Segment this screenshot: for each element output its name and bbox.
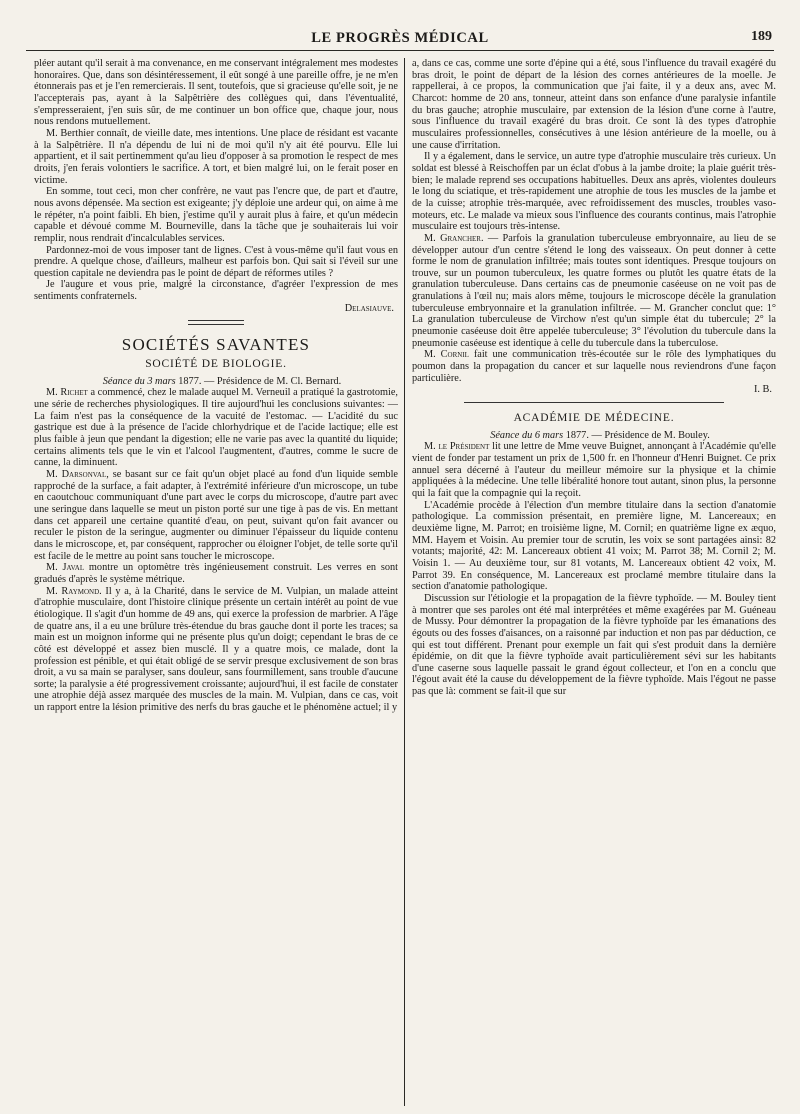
seance-line bbox=[412, 430, 776, 442]
page-header bbox=[26, 24, 774, 51]
communication-paragraph bbox=[412, 593, 776, 698]
speaker-name: M. le Président bbox=[424, 441, 490, 453]
section-title: SOCIÉTÉS SAVANTES bbox=[121, 335, 311, 355]
letter-paragraph: En somme, tout ceci, mon cher confrère, ne vaut pas l'encre que, de part et d'autre, nous avons dépensée. Ma section est exigeante; j'y déploie une ardeur qui, on aime à me le répéter, n'a point faibli. Eh bien, j'estime qu'il y aurait plus à faire, et qu'un médecin capable et dévoué comme M. Bourneville, dans la tâche que je souhaiterais lui voir remplir, nous rendrait d'incalculables services. bbox=[34, 186, 398, 244]
paragraph-text: . Il y a, à la Charité, dans le service de M. Vulpian, un malade atteint d'atrophie musculaire, dont l'histoire clinique présente un certain intérêt au point de vue étiologique. Il s'agit d'un homme de 49 ans, qui exerce la profession de marbrier. A l'âge de quatre ans, il a eu une brûlure très-étendue du bras gauche dont il porte les traces; sa main est un moignon informe qui ne présente plus qu'un doigt; cependant le bras de ce côté est développé et assez bien musclé. Il y a quatre mois, ce malade, dont la profession est pénible, et qui était obligé de se servir presque exclusivement de son bras droit, a vu sa main se paralyser, sans douleur, sans fourmillement, sans trouble d'aucune sorte; la paralysie a été progressivement croissante; aujourd'hui, il est facile de constater une atrophie déjà assez marquée des muscles de la main. M. Vulpian, dans ce cas, voit un rapport entre la lésion primitive des nerfs du bras gauche et le phénomène actuel; il y bbox=[34, 585, 398, 714]
left-column bbox=[34, 58, 398, 1106]
seance-presidence: 1877. — Présidence de M. Bouley. bbox=[563, 429, 710, 441]
column-divider bbox=[404, 58, 405, 1106]
seance-date: Séance du 6 mars bbox=[490, 429, 564, 441]
speaker-name: M. Grancher bbox=[424, 232, 481, 244]
letter-paragraph: M. Berthier connaît, de vieille date, mes intentions. Une place de résidant est vacante à la Salpêtrière. Il n'a dépendu de lui ni de moi qu'il n'y ait été pourvu. Elle lui appartient, et il sait pertinemment qu'au lieu d'opposer à sa promotion le respect de mes droits, j'en ferais volontiers le sacrifice. A tort, et bien malgré lui, on le ferait poser en victime. bbox=[34, 127, 398, 186]
report-initials: I. B. bbox=[753, 384, 772, 396]
communication-paragraph bbox=[34, 469, 398, 562]
communication-paragraph bbox=[412, 151, 776, 233]
communication-paragraph bbox=[412, 349, 776, 384]
seance-date: Séance du 3 mars bbox=[102, 375, 176, 387]
communication-paragraph bbox=[412, 233, 776, 350]
journal-title: LE PROGRÈS MÉDICAL bbox=[311, 30, 489, 46]
paragraph-text: Discussion sur l'étiologie et la propagation de la fièvre typhoïde. — M. Bouley tient à montrer que ses paroles ont été mal interprétées et même exagérées par M. Guéneau de Mussy. Pour démontrer la propagation de la fièvre typhoïde par les émanations des égouts ou des fosses d'aisances, on a raisonné par induction et non pas par déduction, ce qui est tout différent. Prenant pour exemple un fait qui s'est produit dans la dernière épidémie, on dit que la fièvre typhoïde avait particulièrement sévi sur les habitants d'une caserne sous laquelle passait le grand égout collecteur, et l'on en a conclu que l'égout avait été la cause du développement de la fièvre typhoïde. Mais l'égout ne passe pas que là: comment se fait-il que sur bbox=[412, 592, 776, 698]
communication-paragraph bbox=[412, 500, 776, 593]
speaker-name: M. Raymond bbox=[46, 585, 100, 597]
seance-presidence: 1877. — Présidence de M. Cl. Bernard. bbox=[175, 375, 342, 387]
academy-title: ACADÉMIE DE MÉDECINE. bbox=[513, 412, 675, 425]
paragraph-text: montre un optomètre très ingénieusement construit. Les verres en sont gradués d'après le système métrique. bbox=[34, 562, 398, 585]
right-column bbox=[412, 58, 776, 1106]
speaker-name: M. Darsonval bbox=[46, 469, 107, 480]
letter-signature: Delasiauve. bbox=[344, 302, 394, 314]
paragraph-text: . — Parfois la granulation tuberculeuse embryonnaire, au lieu de se développer autour d'un centre s'étend le long des vaisseaux. On peut donner à cette forme le nom de granulation infiltrée; mais toutes sont identiques. Presque toujours on trouve, sur un poumon tuberculeux, les quatre formes ou plutôt les quatre états de la granulation tuberculeuse. Dans certains cas de pneumonie caséeuse on ne voit pas de granulations à l'œil nu; mais alors même, toujours le microscope décèle la granulation tuberculeuse embryonnaire et la granulation infiltrée. — M. Grancher conclut que: 1° La granulation tuberculeuse de Virchow n'est qu'un simple état du tubercule; 2° la pneumonie caséeuse doit être appelée tuberculeuse; 3° l'évolution du tubercule dans la pneumonie caséeuse est identique à celle du tubercule dans la tuberculose. bbox=[412, 232, 776, 349]
communication-paragraph bbox=[34, 387, 398, 469]
paragraph-text: lit une lettre de Mme veuve Buignet, annonçant à l'Académie qu'elle vient de fonder par testament un prix de 1,500 fr. en l'honneur d'Henri Buignet. Ce prix annuel sera décerné à l'auteur du meilleur mémoire sur la physique et la chimie appliquées à la médecine. Une telle libéralité honore tout autant, sinon plus, la personne qui la fait que la compagnie qui la reçoit. bbox=[412, 441, 776, 499]
paragraph-text: L'Académie procède à l'élection d'un membre titulaire dans la section d'anatomie pathologique. La commission présentait, en première ligne, M. Lancereaux; en deuxième ligne, M. Parrot; en troisième ligne, M. Cornil; en quatrième ligne ex æquo, MM. Hayem et Voisin. Au premier tour de scrutin, les voix se sont partagées ainsi: 82 votants; majorité, 42: M. Lancereaux obtient 41 voix; M. Parrot 38; M. Cornil 2; M. Voisin 1. — Au deuxième tour, sur 81 votants, M. Lancereaux obtient 42 voix, M. Parrot 39. En conséquence, M. Lancereaux est proclamé membre titulaire dans la section d'anatomie pathologique. bbox=[412, 499, 776, 593]
communication-paragraph bbox=[412, 58, 776, 151]
communication-paragraph bbox=[412, 441, 776, 499]
society-title: SOCIÉTÉ DE BIOLOGIE. bbox=[145, 358, 287, 371]
section-rule bbox=[464, 402, 724, 403]
speaker-name: M. Cornil bbox=[424, 349, 469, 361]
ornament-divider bbox=[188, 320, 244, 325]
paragraph-text: fait une communication très-écoutée sur le rôle des lymphatiques du poumon dans la propagation du cancer et sur laquelle nous reviendrons d'une façon particulière. bbox=[412, 349, 776, 384]
paragraph-text: Il y a également, dans le service, un autre type d'atrophie musculaire très curieux. Un soldat est blessé à Reischoffen par un éclat d'obus à la jambe droite; la plaie guérit très-bien; le malade reprend ses occupations habituelles. Deux ans après, violentes douleurs le long du sciatique, et très-rapidement une atrophie de tous les muscles de la jambe et de la cuisse; atrophie très-marquée, avec refroidissement des muscles, troubles vaso-moteurs, etc. Le malade va mieux sous l'influence des courants continus, mais l'atrophie musculaire est toujours très-intense. bbox=[412, 151, 776, 233]
paragraph-text: , se basant sur ce fait qu'un objet placé au fond d'un liquide semble rapproché de la surface, a fait adapter, à l'extrémité inférieure d'un microscope, un tube en caoutchouc communiquant d'une part avec le corps du microscope, d'autre part avec une seringue dans laquelle se meut un piston porté sur une tige à pas de vis. En mettant dans cet appareil une certaine quantité d'eau, on peut, suivant qu'on fait avancer ou reculer le piston de la seringue, augmenter ou diminuer l'épaisseur du liquide contenu dans le microscope, et, par conséquent, rapprocher ou éloigner l'objet, de telle sorte qu'il est facile de le mettre au point sans toucher le microscope. bbox=[34, 469, 398, 562]
letter-paragraph: pléer autant qu'il serait à ma convenance, en me conservant intégralement mes modestes honoraires. Que, dans son désintéressement, il eût songé à une pareille offre, je ne m'en étonnerais pas et je l'en remercierais. Il sent, toutefois, que si gracieuse qu'elle soit, je ne l'accepterais pas, ayant à la Salpêtrière des collègues qui, dans l'éventualité, s'empresseraient, j'en suis sûr, de me continuer un bon office que, chaque jour, nous nous rendons mutuellement. bbox=[34, 58, 398, 128]
speaker-name: M. Richet bbox=[46, 387, 88, 399]
paragraph-text: a, dans ce cas, comme une sorte d'épine qui a été, sous l'influence du travail exagéré du bras droit, le point de départ de la lésion des cornes antérieures de la moelle. Je rappellerai, à ce propos, la communication que j'ai faite, il y a deux ans, avec M. Charcot: homme de 20 ans, tonneur, atteint dans son enfance d'une paralysie infantile du bras gauche; atrophie musculaire, par extension de la lésion d'une corne à l'autre, sous l'influence du travail exagéré du bras droit. Ce sont là des types d'atrophie musculaires professionnelles, consécutives à une lésion antérieure de la moelle, ou à une cause d'irritation. bbox=[412, 58, 776, 151]
page-number: 189 bbox=[751, 29, 772, 44]
letter-paragraph: Pardonnez-moi de vous imposer tant de lignes. C'est à vous-même qu'il faut vous en prendre. A quelque chose, d'ailleurs, malheur est parfois bon. Qui sait si l'éveil sur une question capitale ne deviendra pas le point de départ de réformes utiles ? bbox=[34, 244, 398, 279]
communication-paragraph bbox=[34, 586, 398, 714]
speaker-name: M. Javal bbox=[46, 562, 85, 574]
communication-paragraph bbox=[34, 562, 398, 585]
seance-line bbox=[34, 376, 398, 388]
paragraph-text: a commencé, chez le malade auquel M. Verneuil a pratiqué la gastrotomie, une série de recherches physiologiques. Il tire aujourd'hui les conclusions suivantes: — La faim n'est pas la conséquence de la vacuité de l'estomac. — L'acidité du suc gastrique est due à la présence de l'acide chlorhydrique et de l'acide lactique; elle est plus faible à jeun que pendant la digestion; elle ne varie pas avec la quantité du liquide; certains aliments tels que le vin et l'alcool l'augmentent, d'autres, comme le sucre de canne, la diminuent. bbox=[34, 387, 398, 469]
letter-paragraph: Je l'augure et vous prie, malgré la circonstance, d'agréer l'expression de mes sentiments confraternels. bbox=[34, 279, 398, 303]
